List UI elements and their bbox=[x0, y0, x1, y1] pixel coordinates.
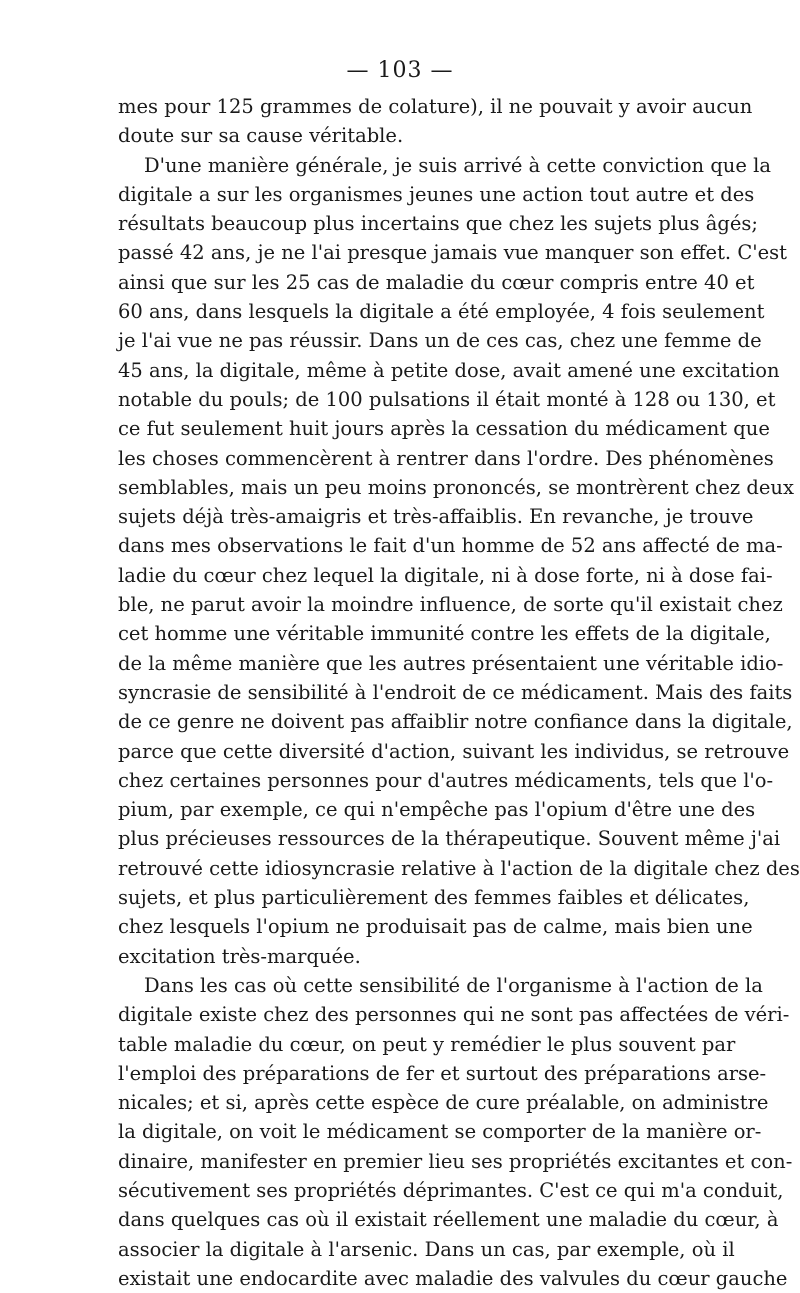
text-line: la digitale, on voit le médicament se comporter de la manière or- bbox=[118, 1120, 762, 1144]
text-line: je l'ai vue ne pas réussir. Dans un de ces cas, chez une femme de bbox=[118, 329, 762, 353]
text-line: Dans les cas où cette sensibilité de l'organisme à l'action de la bbox=[144, 973, 763, 997]
text-line: 45 ans, la digitale, même à petite dose, avait amené une excitation bbox=[118, 358, 780, 382]
text-line: digitale existe chez des personnes qui ne sont pas affectées de véri- bbox=[118, 1003, 790, 1027]
text-line: dans mes observations le fait d'un homme de 52 ans affecté de ma- bbox=[118, 534, 783, 558]
text-line: cet homme une véritable immunité contre les effets de la digitale, bbox=[118, 622, 771, 646]
text-line: l'emploi des préparations de fer et surtout des préparations arse- bbox=[118, 1061, 767, 1085]
text-line: associer la digitale à l'arsenic. Dans un cas, par exemple, où il bbox=[118, 1237, 735, 1261]
text-line: dans quelques cas où il existait réellement une maladie du cœur, à bbox=[118, 1208, 779, 1232]
text-line: mes pour 125 grammes de colature), il ne pouvait y avoir aucun bbox=[118, 95, 753, 118]
text-line: parce que cette diversité d'action, suivant les individus, se retrouve bbox=[118, 739, 790, 763]
text-line: digitale a sur les organismes jeunes une action tout autre et des bbox=[118, 182, 755, 206]
text-line: doute sur sa cause véritable. bbox=[118, 124, 404, 148]
text-line: sécutivement ses propriétés déprimantes. C'est ce qui m'a conduit, bbox=[118, 1178, 784, 1202]
text-line: table maladie du cœur, on peut y remédier le plus souvent par bbox=[118, 1032, 736, 1056]
text-line: sujets, et plus particulièrement des femmes faibles et délicates, bbox=[118, 886, 750, 910]
text-line: chez certaines personnes pour d'autres médicaments, tels que l'o- bbox=[118, 768, 774, 792]
text-line: D'une manière générale, je suis arrivé à cette conviction que la bbox=[144, 153, 771, 177]
text-line: ble, ne parut avoir la moindre influence, de sorte qu'il existait chez bbox=[118, 593, 783, 617]
text-line: passé 42 ans, je ne l'ai presque jamais vue manquer son effet. C'est bbox=[118, 241, 787, 265]
text-line: ainsi que sur les 25 cas de maladie du cœur compris entre 40 et bbox=[118, 270, 755, 294]
text-line: pium, par exemple, ce qui n'empêche pas l'opium d'être une des bbox=[118, 798, 756, 822]
text-line: excitation très-marquée. bbox=[118, 944, 361, 968]
text-line: de la même manière que les autres présentaient une véritable idio- bbox=[118, 651, 784, 675]
text-line: retrouvé cette idiosyncrasie relative à l'action de la digitale chez des bbox=[118, 856, 800, 880]
text-line: plus précieuses ressources de la thérapeutique. Souvent même j'ai bbox=[118, 827, 781, 851]
text-line: syncrasie de sensibilité à l'endroit de ce médicament. Mais des faits bbox=[118, 680, 793, 704]
text-line: les choses commencèrent à rentrer dans l'ordre. Des phénomènes bbox=[118, 446, 774, 470]
text-line: semblables, mais un peu moins prononcés, se montrèrent chez deux bbox=[118, 475, 794, 499]
text-line: dinaire, manifester en premier lieu ses propriétés excitantes et con- bbox=[118, 1149, 793, 1173]
text-line: existait une endocardite avec maladie des valvules du cœur gauche bbox=[118, 1266, 788, 1290]
text-line: notable du pouls; de 100 pulsations il était monté à 128 ou 130, et bbox=[118, 387, 776, 411]
text-line: sujets déjà très-amaigris et très-affaiblis. En revanche, je trouve bbox=[118, 505, 754, 529]
text-line: chez lesquels l'opium ne produisait pas de calme, mais bien une bbox=[118, 915, 753, 939]
text-line: nicales; et si, après cette espèce de cure préalable, on administre bbox=[118, 1091, 769, 1115]
body-text bbox=[118, 92, 800, 1293]
text-line: ladie du cœur chez lequel la digitale, ni à dose forte, ni à dose fai- bbox=[118, 563, 773, 587]
text-line: ce fut seulement huit jours après la cessation du médicament que bbox=[118, 417, 770, 441]
text-line: de ce genre ne doivent pas affaiblir notre confiance dans la digitale, bbox=[118, 710, 793, 734]
text-line: 60 ans, dans lesquels la digitale a été employée, 4 fois seulement bbox=[118, 300, 765, 324]
text-line: résultats beaucoup plus incertains que chez les sujets plus âgés; bbox=[118, 212, 758, 236]
page-number: — 103 — bbox=[346, 58, 454, 83]
